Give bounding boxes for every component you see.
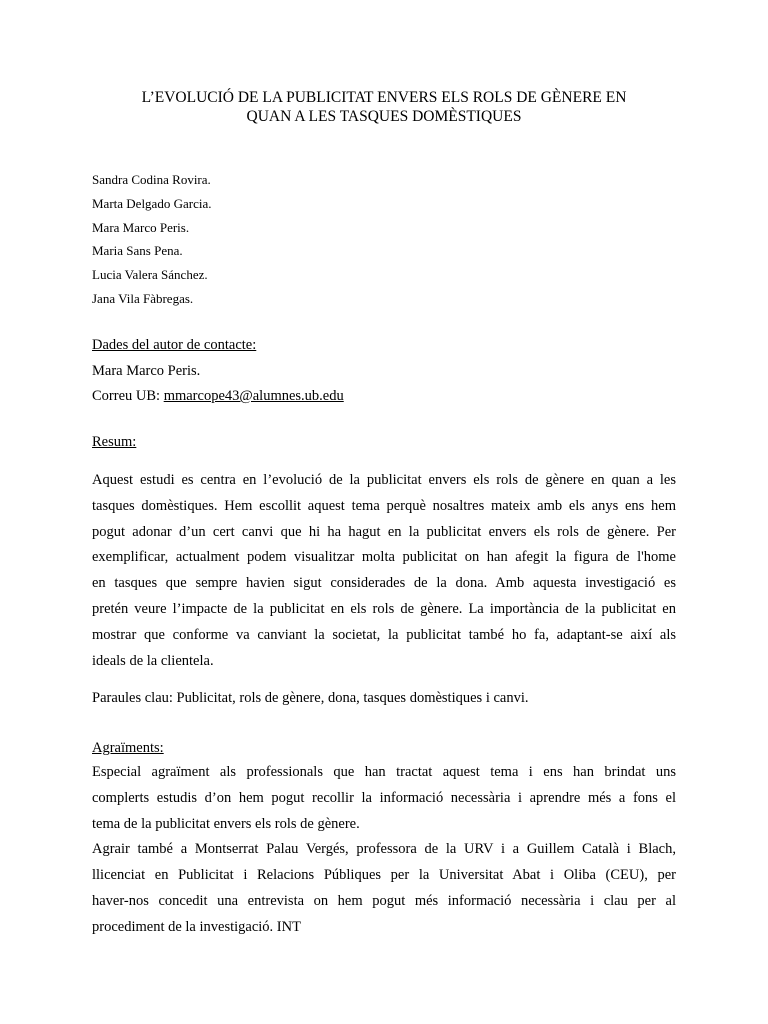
contact-block (92, 333, 344, 410)
acknowledgements-line: tema de la publicitat envers els rols de gènere. (92, 815, 360, 832)
title-line-1: L’EVOLUCIÓ DE LA PUBLICITAT ENVERS ELS ROLS DE GÈNERE EN (141, 89, 627, 106)
acknowledgements-paragraph (92, 760, 676, 941)
author-name: Marta Delgado Garcia. (92, 195, 212, 211)
contact-heading: Dades del autor de contacte: (92, 337, 257, 353)
abstract-line: ideals de la clientela. (92, 652, 214, 669)
abstract-line: tasques domèstiques. Hem escollit aquest tema perquè nosaltres mateix amb els anys ens hem (92, 497, 676, 514)
abstract-line: exemplificar, actualment podem visualitzar molta publicitat on han afegit la figura de l'home (92, 549, 676, 566)
acknowledgements-line: procediment de la investigació. INT (92, 918, 301, 935)
abstract-line: Aquest estudi es centra en l’evolució de la publicitat envers els rols de gènere en quan a les (92, 472, 676, 488)
contact-email-row (92, 384, 344, 410)
acknowledgements-line: complerts estudis d’on hem pogut recollir la informació necessària i aprendre més a fons el (92, 789, 676, 806)
abstract-line: pretén veure l’impacte de la publicitat en els rols de gènere. La importància de la publicitat en (92, 600, 676, 617)
keywords-line: Paraules clau: Publicitat, rols de gènere, dona, tasques domèstiques i canvi. (92, 690, 529, 706)
acknowledgements-line: Especial agraïment als professionals que han tractat aquest tema i ens han brindat uns (92, 764, 676, 780)
acknowledgements-line: llicenciat en Publicitat i Relacions Públiques per la Universitat Abat i Oliba (CEU), per (92, 867, 676, 884)
abstract-line: en tasques que sempre havien sigut considerades de la dona. Amb aquesta investigació es (92, 575, 676, 592)
title-line-2: QUAN A LES TASQUES DOMÈSTIQUES (246, 108, 522, 125)
author-name: Sandra Codina Rovira. (92, 172, 211, 187)
acknowledgements-heading: Agraïments: (92, 740, 164, 756)
acknowledgements-line: haver-nos concedit una entrevista on hem pogut més informació necessària i clau per al (92, 892, 676, 909)
contact-name: Mara Marco Peris. (92, 362, 201, 379)
contact-email-label: Correu UB: (92, 388, 164, 404)
abstract-line: pogut adonar d’un cert canvi que hi ha hagut en la publicitat envers els rols de gènere. Per (92, 523, 676, 540)
author-name: Mara Marco Peris. (92, 219, 190, 235)
author-name: Maria Sans Pena. (92, 243, 183, 259)
keywords (92, 686, 676, 712)
abstract-paragraph (92, 468, 676, 674)
author-name: Lucia Valera Sánchez. (92, 267, 208, 283)
acknowledgements-line: Agrair també a Montserrat Palau Vergés, professora de la URV i a Guillem Català i Blach, (92, 841, 676, 858)
author-list (92, 168, 211, 311)
author-name: Jana Vila Fàbregas. (92, 290, 194, 306)
abstract-heading: Resum: (92, 434, 137, 450)
contact-email-link[interactable]: mmarcope43@alumnes.ub.edu (163, 388, 344, 404)
document-title (92, 88, 676, 126)
abstract-line: mostrar que conforme va canviant la societat, la publicitat també ho fa, adaptant-se així als (92, 626, 676, 643)
